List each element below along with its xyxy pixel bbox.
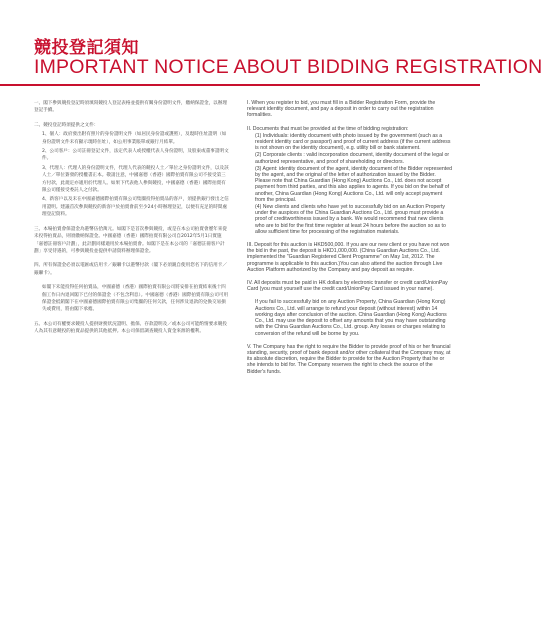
- page-title-english: IMPORTANT NOTICE ABOUT BIDDING REGISTRATION: [34, 56, 542, 78]
- en-section-2-heading: II. Documents that must be provided at the time of bidding registration:: [247, 125, 409, 132]
- page-title-chinese: 競投登記須知: [34, 38, 139, 58]
- zh-section-2-item-4: 4、新客戶以及未在中國嘉德國際拍賣有限公司集團投得拍賣品的客戶，須提供銀行發出之信用證明。建議首次參與競投的新客戶於拍賣會前至少24小時辦理登記，以便有充足的時間處理登記資料。: [42, 197, 229, 218]
- english-column: [247, 100, 452, 382]
- en-section-3: III. Deposit for this auction is HKD500,000. If you are our new client or you have not won the bid in the past, the deposit is HKD1,000,000. (China Guardian Auctions Co., Ltd. implemented the "Guardian Registered Client Programme" on May 1st, 2012. The programme is applicable to this auction.)You can also attend the auction through Live Auction Platform authorized by the Company and pay deposit as require.: [247, 242, 450, 273]
- en-section-2-item-1: (1) Individuals: identity document with photo issued by the government (such as a resident identity card or passport) and proof of current address (if the current address is not shown on the identity document), e.g. utility bill or bank statement.: [255, 132, 451, 152]
- en-section-2-item-3: (3) Agent: identity document of the agent, identity document of the Bidder represented by the agent, and the original of the letter of authorization issued by the Bidder. Please note that China Guardian (Hong Kong) Auctions Co., Ltd. does not accept payment from third parties, and this also applies to agents. If you bid on the behalf of another, China Guardian (Hong Kong) Auctions Co., Ltd. will only accept payment from the principal.: [255, 165, 452, 203]
- en-section-2-item-2: (2) Corporate clients : valid incorporation document, identity document of the legal or authorized representative, and proof of shareholding or directors.: [255, 152, 450, 165]
- chinese-column: [34, 100, 230, 343]
- zh-section-2-item-2: 2、公司客戶：公司註冊登記文件，法定代表人或授權代表人身份證明，及股東或董事證明文件。: [42, 149, 229, 162]
- en-section-4: IV. All deposits must be paid in HK dollars by electronic transfer or credit card/UnionPay Card (you must yourself use the credit card/UnionPay Card issued in your name).: [247, 280, 448, 293]
- en-section-5: V. The Company has the right to require the Bidder to provide proof of his or her financial standing, security, proof of bank deposit and/or other collateral that the Company may, at its absolute discretion, require the Bidder to provide for the Auction Property that he or she intends to bid for. The Company reserves the right to check the source of the Bidder's funds.: [247, 343, 451, 375]
- en-section-2-item-4: (4) New clients and clients who have yet to successfully bid on an Auction Property under the auspices of the China Guardian Auctions Co., Ltd. group must provide a proof of creditworthiness issued by a bank. We would recommend that new clients who are to bid for the first time register at least 24 hours before the auction so as to allow sufficient time for processing of the registration materials.: [255, 204, 446, 235]
- zh-section-3: 三、本場拍賣會保證金為港幣伍拾萬元。如閣下是首次參與競投，或是在本公司拍賣會歷年來從未投得拍賣品，則須繳納保證金。中國嘉德（香港）國際拍賣有限公司自2012年5月1日實施「嘉德註冊客戶計劃」，此計劃同樣適用於本場拍賣會。如閣下是在本公司的「嘉德註冊客戶計劃」享受待遇的，可參與競投並提供申請資料辦理保證金。: [34, 226, 227, 254]
- en-section-1: I. When you register to bid, you must fill in a Bidder Registration Form, provide the relevant identity document, and pay a deposit in order to carry out the registration formalities.: [247, 100, 436, 119]
- en-section-4-refund: If you fail to successfully bid on any Auction Property, China Guardian (Hong Kong) Auctions Co., Ltd. will arrange to refund your deposit (without interest) within 14 working days after conclusion of the auction. China Guardian (Hong Kong) Auctions Co., Ltd. may use the deposit to offset any amounts that you may have outstanding with the China Guardian Auctions Co., Ltd. group. Any losses or charges relating to conversion of the refund will be borne by you.: [255, 299, 447, 337]
- zh-section-2-heading: 二、競投登記時須提供之文件：: [34, 122, 99, 128]
- zh-section-2-item-3: 3、代理人：代理人的身份證明文件，代理人代表的競投人士／單位之身份證明文件，以及該人士／單位簽發的授權書正本。敬請注意，中國嘉德（香港）國際拍賣有限公司不接受第三方付款，此規定亦適用於代理人。如果下代表他人參與競投，中國嘉德（香港）國際拍賣有限公司僅接受委託人之付款。: [42, 165, 229, 194]
- zh-section-4: 四、所有保證金必須以電匯或信用卡／銀聯卡以港幣付款（閣下必須親自使用您名下的信用卡／銀聯卡）。: [34, 263, 227, 276]
- zh-section-5: 五、本公司有權要求競投人提供財務狀況證明、擔保、存款證明及／或本公司可能酌情要求競投人為其有意競投的拍賣品提供的其他抵押。本公司保留調查競投人資金來源的權利。: [34, 321, 227, 335]
- title-divider: [0, 84, 480, 86]
- zh-section-4-refund: 如閣下未能投得任何拍賣品，中國嘉德（香港）國際拍賣有限公司將安排在拍賣結束後十四個工作日內退回閣下已付的保證金（不包含利息）。中國嘉德（香港）國際拍賣有限公司可用保證金抵銷閣下在中國嘉德國際拍賣有限公司集團的任何欠款，任何涉及退款的兌換交易損失或費用，將由閣下承擔。: [42, 285, 229, 313]
- zh-section-2-item-1: 1、個人：政府發出附有照片的身份證明文件（如居民身份證或護照），及現時住址證明（如身份證明文件未有顯示現時住址），如公用事業賬單或銀行月結單。: [42, 132, 227, 145]
- zh-section-1: 一、閣下參與競投登記時須填寫競投人登記表格並提供有關身份證明文件，繳納保證金，以辦理登記手續。: [34, 101, 227, 114]
